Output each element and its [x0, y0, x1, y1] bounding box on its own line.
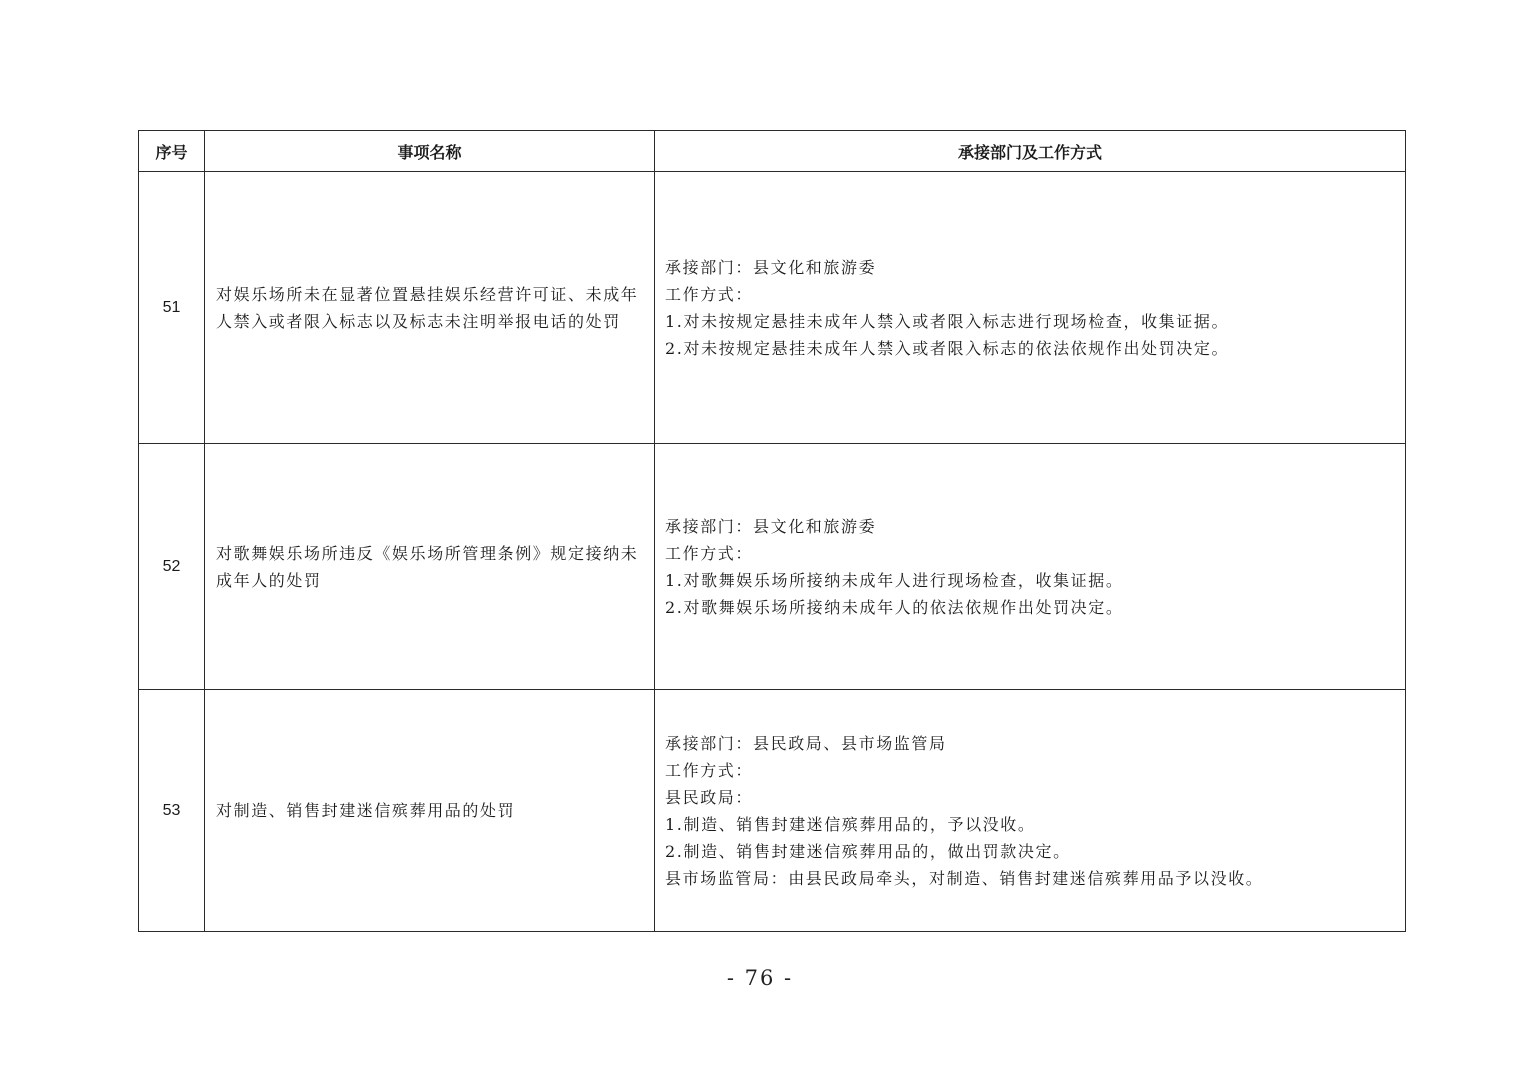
method-line: 承接部门：县文化和旅游委	[665, 516, 877, 536]
method-line: 1.制造、销售封建迷信殡葬用品的，予以没收。	[665, 814, 1036, 834]
item-name: 对娱乐场所未在显著位置悬挂娱乐经营许可证、未成年人禁入或者限入标志以及标志未注明举报电话的处罚	[205, 172, 655, 444]
department-method	[655, 690, 1406, 932]
item-name: 对制造、销售封建迷信殡葬用品的处罚	[205, 690, 655, 932]
row-number: 51	[139, 172, 205, 444]
table-row	[139, 690, 1406, 932]
method-line: 工作方式：	[665, 543, 754, 563]
matters-table	[138, 130, 1406, 932]
method-line: 2.对歌舞娱乐场所接纳未成年人的依法依规作出处罚决定。	[665, 597, 1124, 617]
row-number: 52	[139, 444, 205, 690]
method-line: 工作方式：	[665, 284, 754, 304]
method-line: 2.制造、销售封建迷信殡葬用品的，做出罚款决定。	[665, 841, 1071, 861]
method-line: 县民政局：	[665, 787, 754, 807]
method-line: 1.对歌舞娱乐场所接纳未成年人进行现场检查，收集证据。	[665, 570, 1124, 590]
table-row	[139, 444, 1406, 690]
department-method	[655, 444, 1406, 690]
method-line: 工作方式：	[665, 760, 754, 780]
department-method	[655, 172, 1406, 444]
table-header-row	[139, 131, 1406, 172]
header-item-name: 事项名称	[205, 131, 655, 172]
header-department-method: 承接部门及工作方式	[655, 131, 1406, 172]
header-number: 序号	[139, 131, 205, 172]
method-line: 承接部门：县民政局、县市场监管局	[665, 733, 947, 753]
table-row	[139, 172, 1406, 444]
method-line: 承接部门：县文化和旅游委	[665, 257, 877, 277]
page-number: - 76 -	[726, 966, 794, 990]
item-name: 对歌舞娱乐场所违反《娱乐场所管理条例》规定接纳未成年人的处罚	[205, 444, 655, 690]
method-line: 2.对未按规定悬挂未成年人禁入或者限入标志的依法依规作出处罚决定。	[665, 338, 1230, 358]
method-line: 1.对未按规定悬挂未成年人禁入或者限入标志进行现场检查，收集证据。	[665, 311, 1230, 331]
row-number: 53	[139, 690, 205, 932]
method-line: 县市场监管局：由县民政局牵头，对制造、销售封建迷信殡葬用品予以没收。	[665, 868, 1264, 888]
